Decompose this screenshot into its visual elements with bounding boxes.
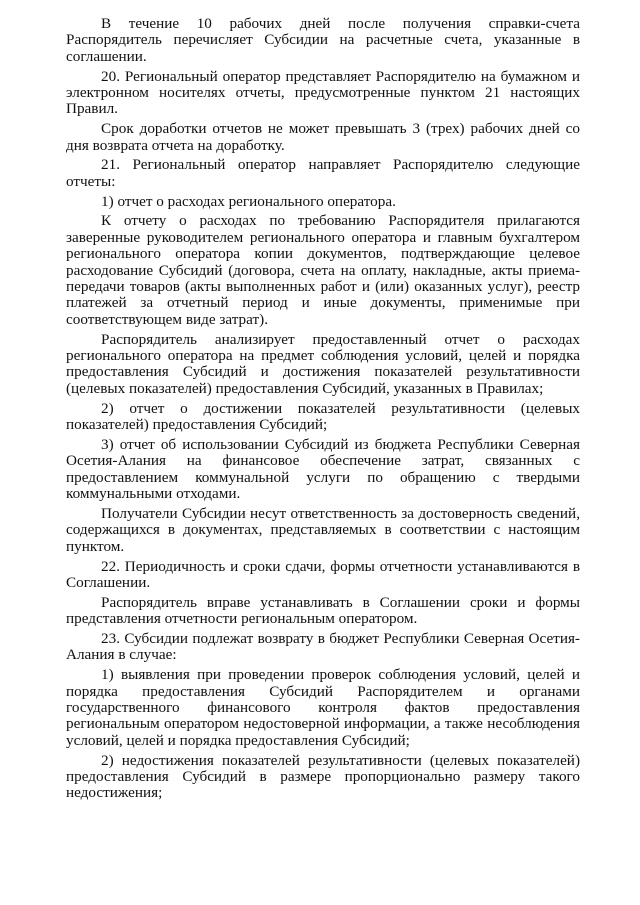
paragraph-20-reports: 20. Региональный оператор представляет Распорядителю на бумажном и электронном носителях отчеты, предусмотренные пунктом 21 настоящих Правил. bbox=[66, 67, 580, 118]
paragraph-reporting-terms: Распорядитель вправе устанавливать в Соглашении сроки и формы представления отчетности региональным оператором. bbox=[66, 593, 580, 628]
paragraph-21-reports-list: 21. Региональный оператор направляет Распорядителю следующие отчеты: bbox=[66, 156, 580, 190]
paragraph-transfer-subsidies: В течение 10 рабочих дней после получения справки-счета Распорядитель перечисляет Субсидии на расчетные счета, указанные в соглашении. bbox=[66, 15, 580, 65]
paragraph-expense-report-attachments: К отчету о расходах по требованию Распорядителя прилагаются заверенные руководителем регионального оператора и главным бухгалтером регионального оператора копии документов, подтверждающие целевое расходование Субсидий (договора, счета на оплату, накладные, акты приема-передачи товаров (акты выполненных работ и (или) оказанных услуг), реестр платежей за отчетный период и иные документы, применимые при соответствующем виде затрат). bbox=[66, 212, 580, 328]
paragraph-21-item-3: 3) отчет об использовании Субсидий из бюджета Республики Северная Осетия-Алания на финансовое обеспечение затрат, связанных с предоставлением коммунальной услуги по обращению с твердыми коммунальными отходами. bbox=[66, 435, 580, 503]
paragraph-recipient-responsibility: Получатели Субсидии несут ответственность за достоверность сведений, содержащихся в документах, представляемых в соответствии с настоящим пунктом. bbox=[66, 504, 580, 555]
paragraph-23-item-2: 2) недостижения показателей результативности (целевых показателей) предоставления Субсидий в размере пропорционально размеру такого недостижения; bbox=[66, 751, 580, 802]
paragraph-23-item-1: 1) выявления при проведении проверок соблюдения условий, целей и порядка предоставления Субсидий Распорядителем и органами государственного финансового контроля фактов предоставления региональным оператором недостоверной информации, а также несоблюдения условий, целей и порядка предоставления Субсидий; bbox=[66, 666, 580, 749]
paragraph-23-refund: 23. Субсидии подлежат возврату в бюджет Республики Северная Осетия-Алания в случае: bbox=[66, 629, 580, 664]
paragraph-21-item-1: 1) отчет о расходах регионального оператора. bbox=[101, 192, 396, 210]
paragraph-revision-deadline: Срок доработки отчетов не может превышать 3 (трех) рабочих дней со дня возврата отчета на доработку. bbox=[66, 120, 580, 154]
document-page bbox=[66, 16, 580, 805]
paragraph-21-item-2: 2) отчет о достижении показателей результативности (целевых показателей) предоставления Субсидий; bbox=[66, 399, 580, 434]
paragraph-22-periodicity: 22. Периодичность и сроки сдачи, формы отчетности устанавливаются в Соглашении. bbox=[66, 557, 580, 591]
paragraph-report-analysis: Распорядитель анализирует предоставленный отчет о расходах регионального оператора на предмет соблюдения условий, целей и порядка предоставления Субсидий и достижения показателей результативности (целевых показателей) предоставления Субсидий, указанных в Правилах; bbox=[66, 330, 580, 397]
